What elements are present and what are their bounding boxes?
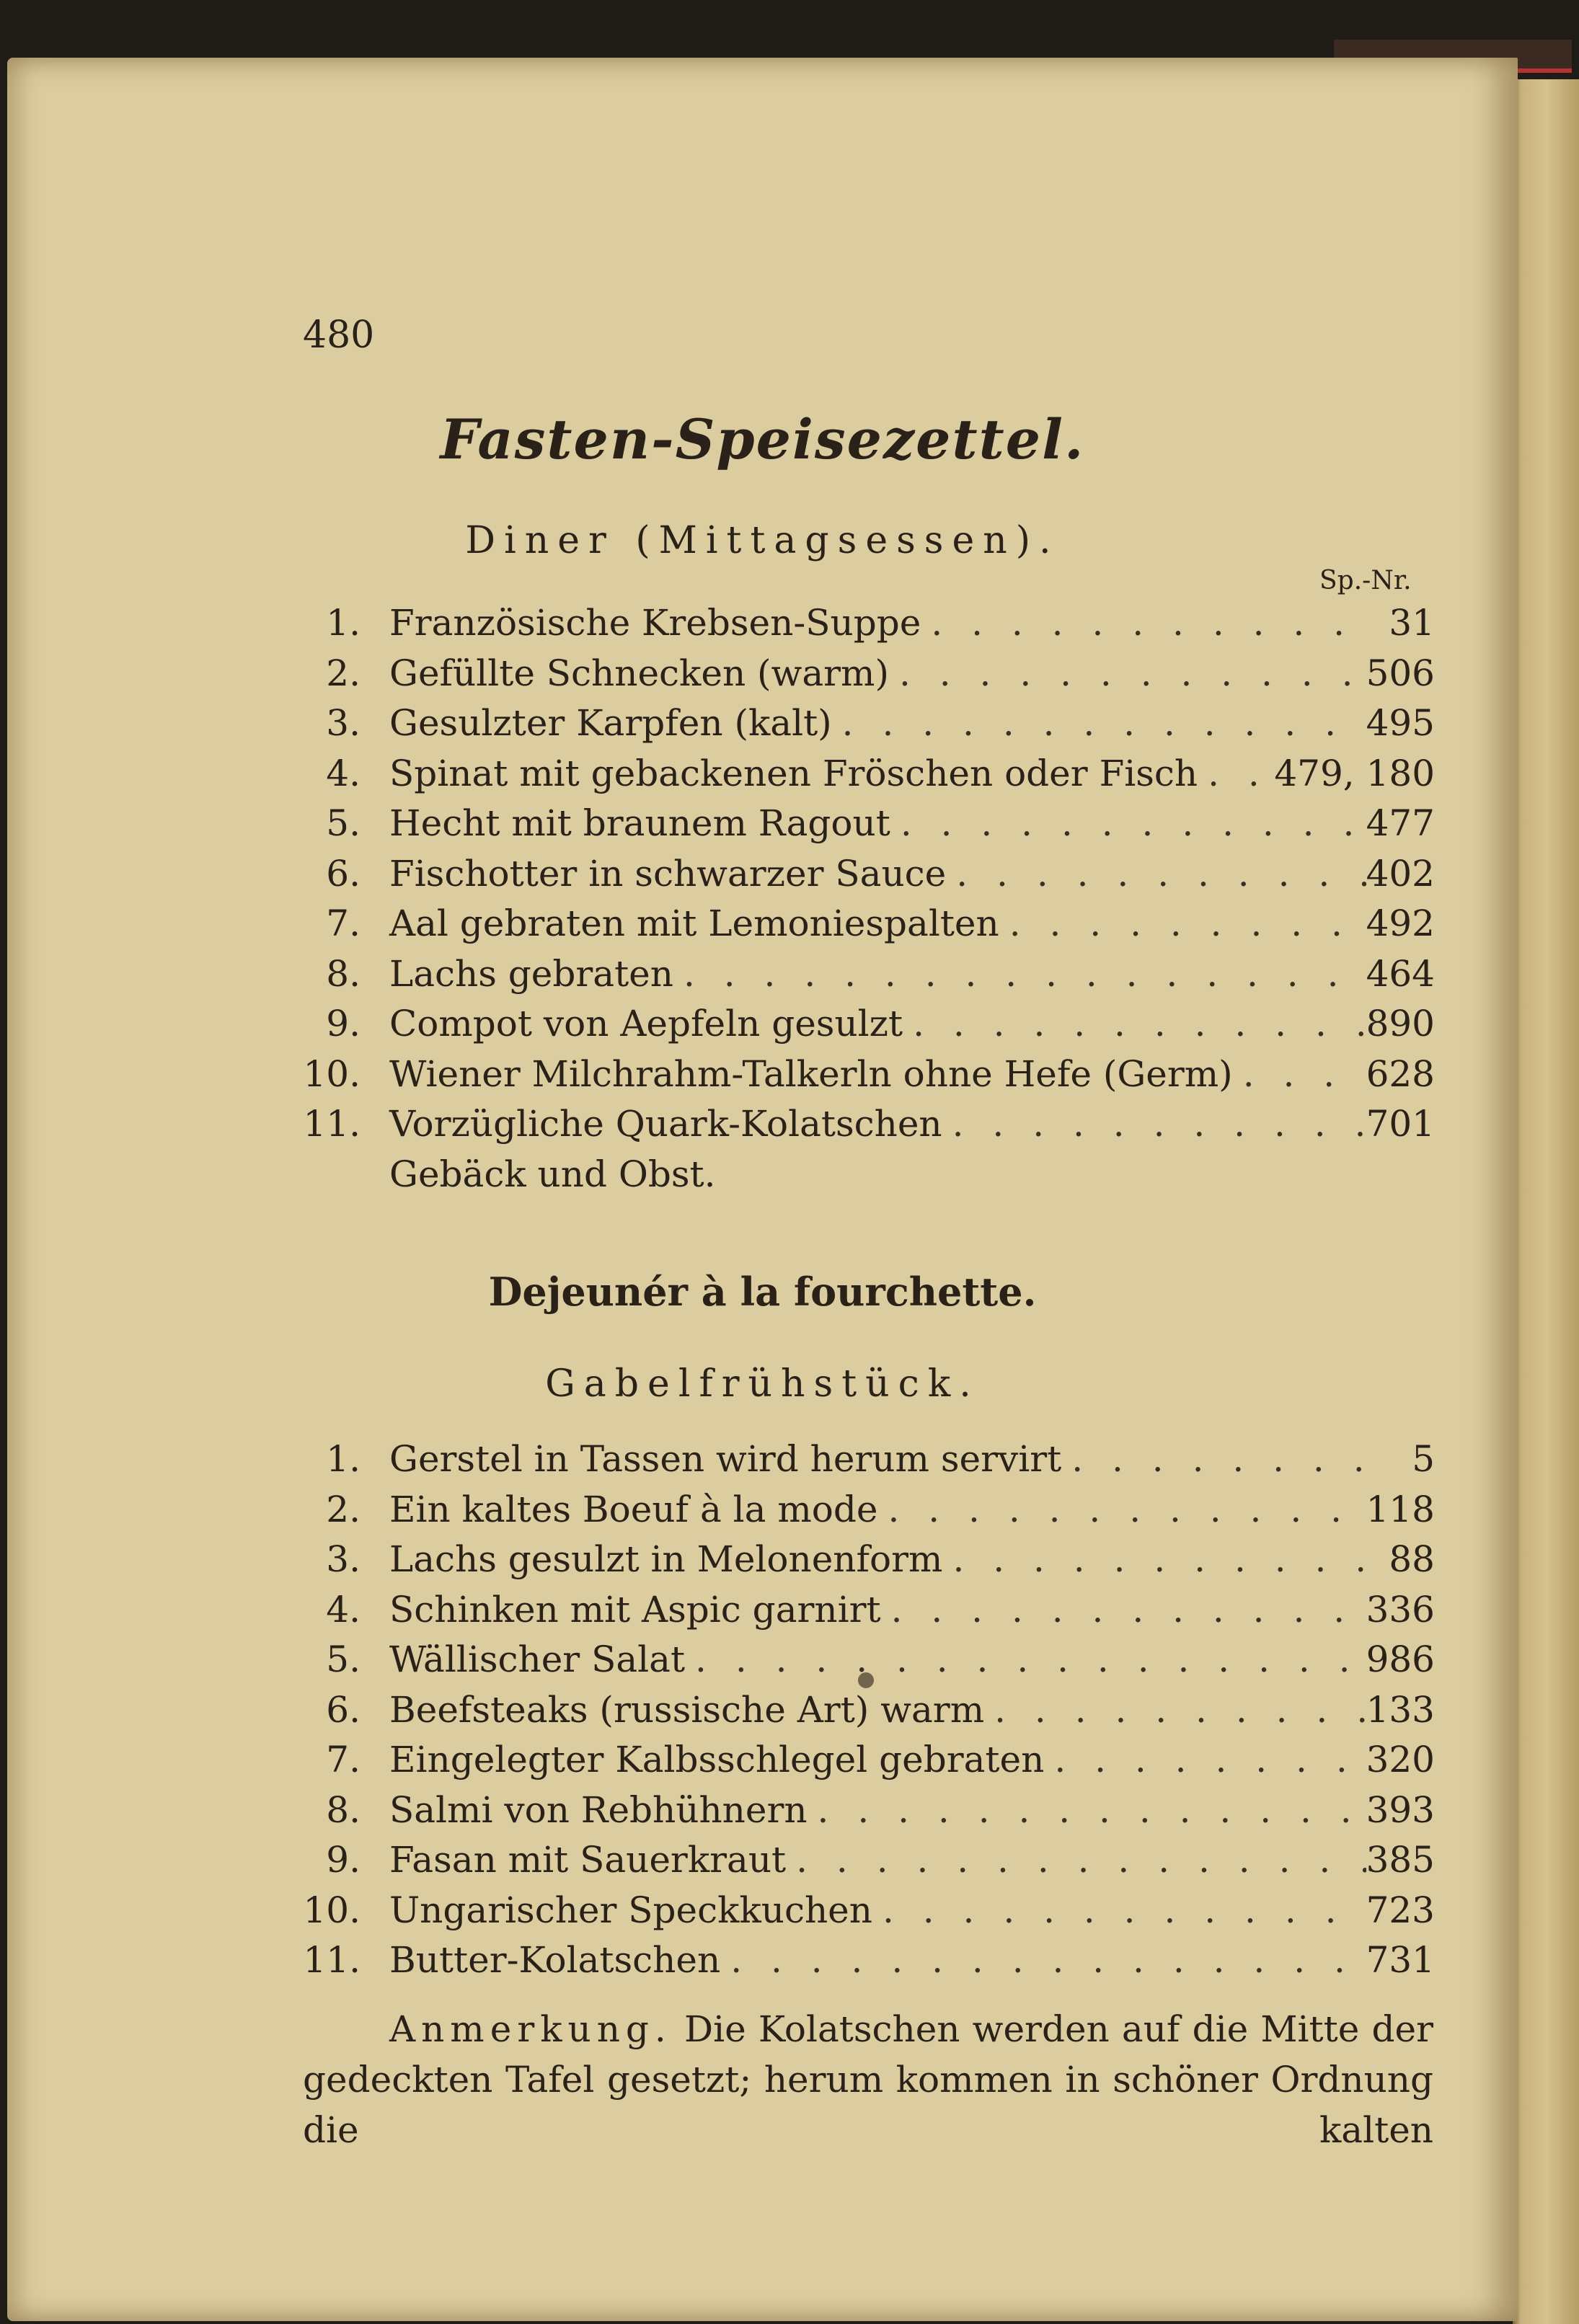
item-text: Butter-Kolatschen [389, 1939, 721, 1981]
extra-line-text: Gebäck und Obst. [389, 1153, 716, 1195]
item-recipe-number: 133 [1366, 1688, 1435, 1731]
item-text: Eingelegter Kalbsschlegel gebraten [389, 1739, 1045, 1780]
item-text: Compot von Aepfeln gesulzt [389, 1003, 903, 1045]
item-text: Französische Krebsen-Suppe [389, 602, 921, 644]
item-text: Fischotter in schwarzer Sauce [389, 852, 947, 895]
list-item [296, 1689, 1435, 1739]
item-text: Ein kaltes Boeuf à la mode [389, 1488, 878, 1530]
list-item [296, 1939, 1435, 1990]
list-item [296, 702, 1435, 753]
item-recipe-number: 402 [1366, 852, 1435, 895]
item-recipe-number: 731 [1366, 1939, 1435, 1981]
dot-leader [1061, 1438, 1370, 1480]
item-number: 5. [326, 802, 361, 844]
note-label: Anmerkung. [389, 2008, 672, 2050]
note-paragraph [303, 2004, 1433, 2155]
item-number: 3. [326, 1538, 361, 1580]
dejeuner-menu-list [296, 1438, 1435, 1990]
list-item [296, 802, 1435, 853]
item-recipe-number: 506 [1366, 652, 1435, 694]
list-item [296, 902, 1435, 953]
dot-leader [889, 652, 1366, 694]
list-item [296, 1638, 1435, 1689]
item-number: 2. [326, 652, 361, 694]
item-text: Fasan mit Sauerkraut [389, 1839, 787, 1881]
item-recipe-number: 628 [1366, 1052, 1435, 1095]
item-text: Beefsteaks (russische Art) warm [389, 1688, 985, 1731]
item-recipe-number: 385 [1366, 1839, 1435, 1881]
item-number: 10. [303, 1889, 361, 1931]
item-text: Wällischer Salat [389, 1638, 686, 1680]
dot-leader [890, 802, 1366, 844]
diner-subtitle: Diner (Mittagsessen). [465, 519, 1060, 562]
list-item [296, 1538, 1435, 1589]
item-number: 10. [303, 1052, 361, 1095]
list-item [296, 1003, 1435, 1053]
item-recipe-number: 464 [1366, 952, 1435, 995]
item-number: 11. [303, 1103, 361, 1145]
dot-leader [1233, 1053, 1366, 1095]
list-item [296, 1789, 1435, 1840]
item-text: Lachs gesulzt in Melonenform [389, 1538, 943, 1580]
dot-leader [673, 953, 1366, 995]
dot-leader [942, 1538, 1370, 1580]
item-recipe-number: 31 [1389, 602, 1435, 644]
list-item [296, 602, 1435, 652]
dot-leader [872, 1889, 1366, 1931]
diner-menu-list [296, 602, 1435, 1203]
item-text: Gefüllte Schnecken (warm) [389, 652, 889, 694]
item-recipe-number: 320 [1366, 1739, 1435, 1780]
item-text: Gesulzter Karpfen (kalt) [389, 702, 832, 744]
item-recipe-number: 495 [1366, 702, 1435, 744]
dot-leader [921, 602, 1370, 644]
item-text: Vorzügliche Quark-Kolatschen [389, 1103, 942, 1145]
list-item [296, 1438, 1435, 1489]
item-number: 7. [326, 902, 361, 944]
list-item [296, 953, 1435, 1003]
list-item [296, 652, 1435, 703]
book-page [7, 58, 1518, 2321]
item-number: 9. [326, 1003, 361, 1045]
list-item [296, 1103, 1435, 1153]
list-item [296, 1889, 1435, 1940]
item-recipe-number: 492 [1366, 902, 1435, 944]
dot-leader [808, 1789, 1366, 1831]
item-number: 1. [326, 602, 361, 644]
item-number: 2. [326, 1488, 361, 1530]
dot-leader [903, 1003, 1366, 1045]
list-item [296, 1839, 1435, 1889]
dot-leader [942, 1103, 1366, 1145]
note-line-1-text: Die Kolatschen werden auf die Mitte der [684, 2008, 1433, 2050]
list-item [296, 1053, 1435, 1104]
dot-leader [1044, 1739, 1366, 1780]
item-recipe-number: 88 [1389, 1538, 1435, 1580]
list-item [296, 1739, 1435, 1789]
item-number: 9. [326, 1839, 361, 1881]
column-header: Sp.-Nr. [1319, 566, 1412, 595]
dot-leader [720, 1939, 1366, 1981]
item-text: Hecht mit braunem Ragout [389, 802, 890, 844]
dot-leader [786, 1839, 1366, 1881]
list-item [296, 1589, 1435, 1639]
item-number: 3. [326, 702, 361, 744]
dejeuner-title: Dejeunér à la fourchette. [488, 1269, 1037, 1315]
item-recipe-number: 393 [1366, 1788, 1435, 1831]
item-recipe-number: 477 [1366, 802, 1435, 844]
item-text: Gerstel in Tassen wird herum servirt [389, 1438, 1062, 1480]
note-line-2: gedeckten Tafel gesetzt; herum kommen in schöner Ordnung die kalten [303, 2059, 1433, 2151]
list-item [296, 753, 1435, 803]
item-number: 1. [326, 1438, 361, 1480]
page-title: Fasten-Speisezettel. [440, 407, 1085, 471]
item-recipe-number: 890 [1366, 1003, 1435, 1045]
item-number: 8. [326, 1788, 361, 1831]
item-recipe-number: 701 [1366, 1103, 1435, 1145]
item-text: Spinat mit gebackenen Fröschen oder Fisch [389, 752, 1198, 794]
item-text: Ungarischer Speckkuchen [389, 1889, 872, 1931]
item-number: 6. [326, 1688, 361, 1731]
item-text: Salmi von Rebhühnern [389, 1788, 808, 1831]
dot-leader [984, 1689, 1366, 1731]
item-number: 4. [326, 752, 361, 794]
item-recipe-number: 336 [1366, 1588, 1435, 1631]
list-item [296, 1489, 1435, 1539]
dot-leader [1198, 753, 1274, 794]
page-edge [1513, 79, 1579, 2324]
dot-leader [832, 702, 1366, 744]
item-number: 8. [326, 952, 361, 995]
extra-line [296, 1153, 1435, 1204]
list-item [296, 853, 1435, 903]
item-number: 6. [326, 852, 361, 895]
dot-leader [946, 853, 1366, 895]
dejeuner-subtitle: Gabelfrühstück. [545, 1362, 980, 1406]
item-text: Schinken mit Aspic garnirt [389, 1588, 881, 1631]
item-text: Aal gebraten mit Lemoniespalten [389, 902, 999, 944]
item-recipe-number: 5 [1412, 1438, 1435, 1480]
item-number: 11. [303, 1939, 361, 1981]
item-number: 5. [326, 1638, 361, 1680]
item-recipe-number: 479, 180 [1274, 752, 1435, 794]
dot-leader [881, 1589, 1366, 1631]
item-number: 4. [326, 1588, 361, 1631]
note-line-1 [303, 2004, 1433, 2054]
dot-leader [685, 1638, 1366, 1680]
dot-leader [999, 902, 1366, 944]
page-number: 480 [303, 314, 375, 357]
item-text: Lachs gebraten [389, 952, 673, 995]
item-recipe-number: 118 [1366, 1488, 1435, 1530]
item-number: 7. [326, 1739, 361, 1780]
dot-leader [877, 1489, 1366, 1530]
item-text: Wiener Milchrahm-Talkerln ohne Hefe (Germ) [389, 1052, 1233, 1095]
item-recipe-number: 723 [1366, 1889, 1435, 1931]
item-recipe-number: 986 [1366, 1638, 1435, 1680]
